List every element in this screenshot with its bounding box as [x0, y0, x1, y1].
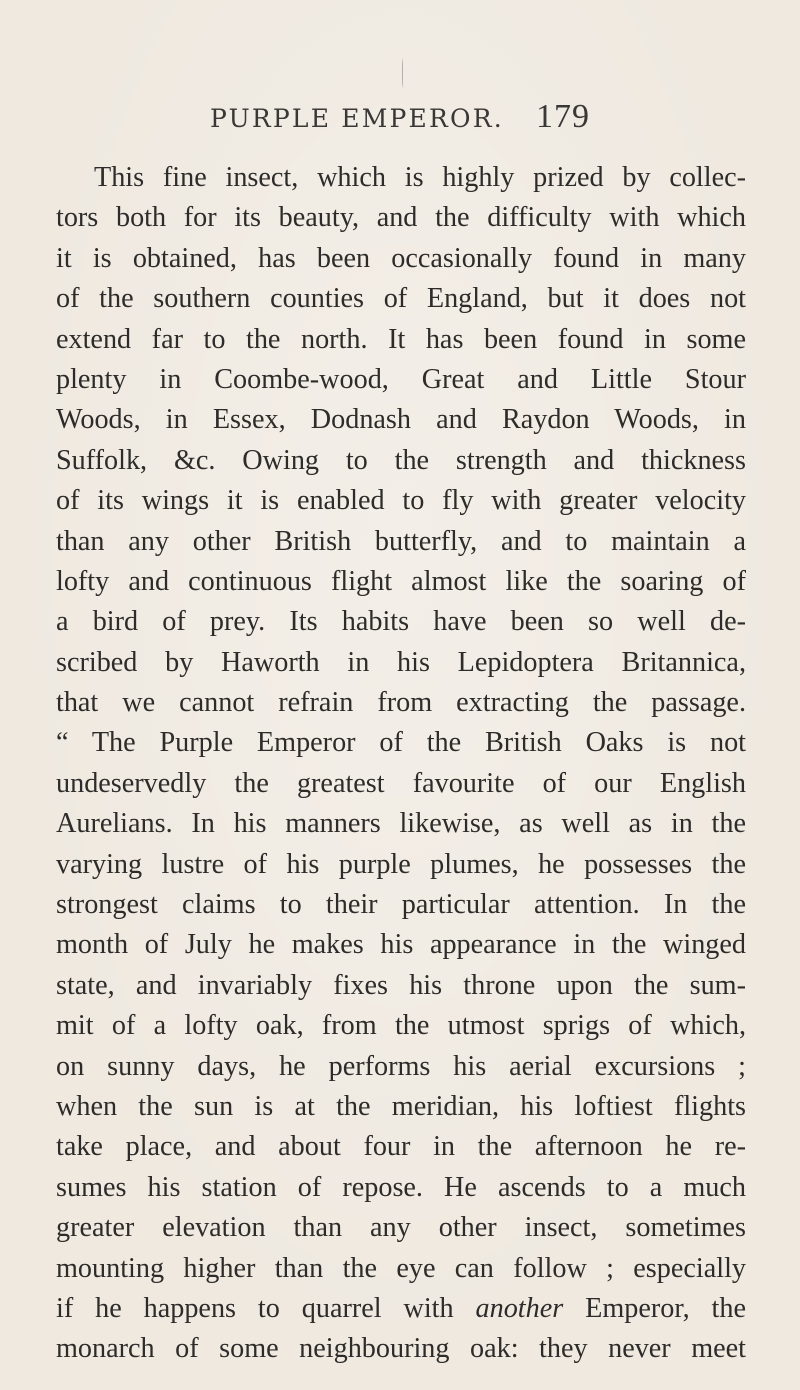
text-line: plenty in Coombe-wood, Great and Little Stour	[56, 363, 746, 395]
body-text	[56, 158, 746, 1370]
text-line: that we cannot refrain from extracting the passage.	[56, 687, 746, 719]
text-line: varying lustre of his purple plumes, he possesses the	[56, 848, 746, 880]
text-line: mit of a lofty oak, from the utmost sprigs of which,	[56, 1010, 746, 1042]
text-line: a bird of prey. Its habits have been so well de-	[56, 606, 746, 638]
binding-mark	[402, 58, 405, 88]
text-line: month of July he makes his appearance in the winged	[56, 929, 746, 961]
running-title: PURPLE EMPEROR.	[210, 104, 504, 133]
text-line: take place, and about four in the afternoon he re-	[56, 1131, 746, 1163]
text-line: undeservedly the greatest favourite of our English	[56, 767, 746, 799]
text-line: greater elevation than any other insect, sometimes	[56, 1212, 746, 1244]
text-line-with-italic	[56, 1289, 746, 1329]
text-line: Suffolk, &c. Owing to the strength and thickness	[56, 444, 746, 476]
italic-word: another	[475, 1292, 564, 1324]
text-line: lofty and continuous flight almost like the soaring of	[56, 565, 746, 597]
text-line: monarch of some neighbouring oak: they never meet	[56, 1333, 746, 1365]
text-line: Woods, in Essex, Dodnash and Raydon Woods, in	[56, 404, 746, 436]
text-line: tors both for its beauty, and the difficulty with which	[56, 202, 746, 234]
text-line: sumes his station of repose. He ascends to a much	[56, 1171, 746, 1203]
text-line: mounting higher than the eye can follow ; especially	[56, 1252, 746, 1284]
text-line: “ The Purple Emperor of the British Oaks is not	[56, 727, 746, 759]
text-line: when the sun is at the meridian, his loftiest flights	[56, 1090, 746, 1122]
text-line: This fine insect, which is highly prized by collec-	[94, 162, 746, 193]
running-head	[210, 98, 590, 144]
text-run: if he happens to quarrel with	[56, 1292, 476, 1324]
page-number: 179	[536, 98, 590, 135]
text-line: of the southern counties of England, but it does not	[56, 283, 746, 315]
text-line: extend far to the north. It has been found in some	[56, 323, 746, 355]
text-line: state, and invariably fixes his throne upon the sum-	[56, 969, 746, 1001]
text-line: strongest claims to their particular attention. In the	[56, 889, 746, 921]
text-line: than any other British butterfly, and to maintain a	[56, 525, 746, 557]
text-line: on sunny days, he performs his aerial excursions ;	[56, 1050, 746, 1082]
text-line: scribed by Haworth in his Lepidoptera Britannica,	[56, 646, 746, 678]
text-line: Aurelians. In his manners likewise, as well as in the	[56, 808, 746, 840]
text-line: of its wings it is enabled to fly with greater velocity	[56, 485, 746, 517]
text-line: it is obtained, has been occasionally found in many	[56, 242, 746, 274]
text-run: Emperor, the	[563, 1292, 746, 1324]
